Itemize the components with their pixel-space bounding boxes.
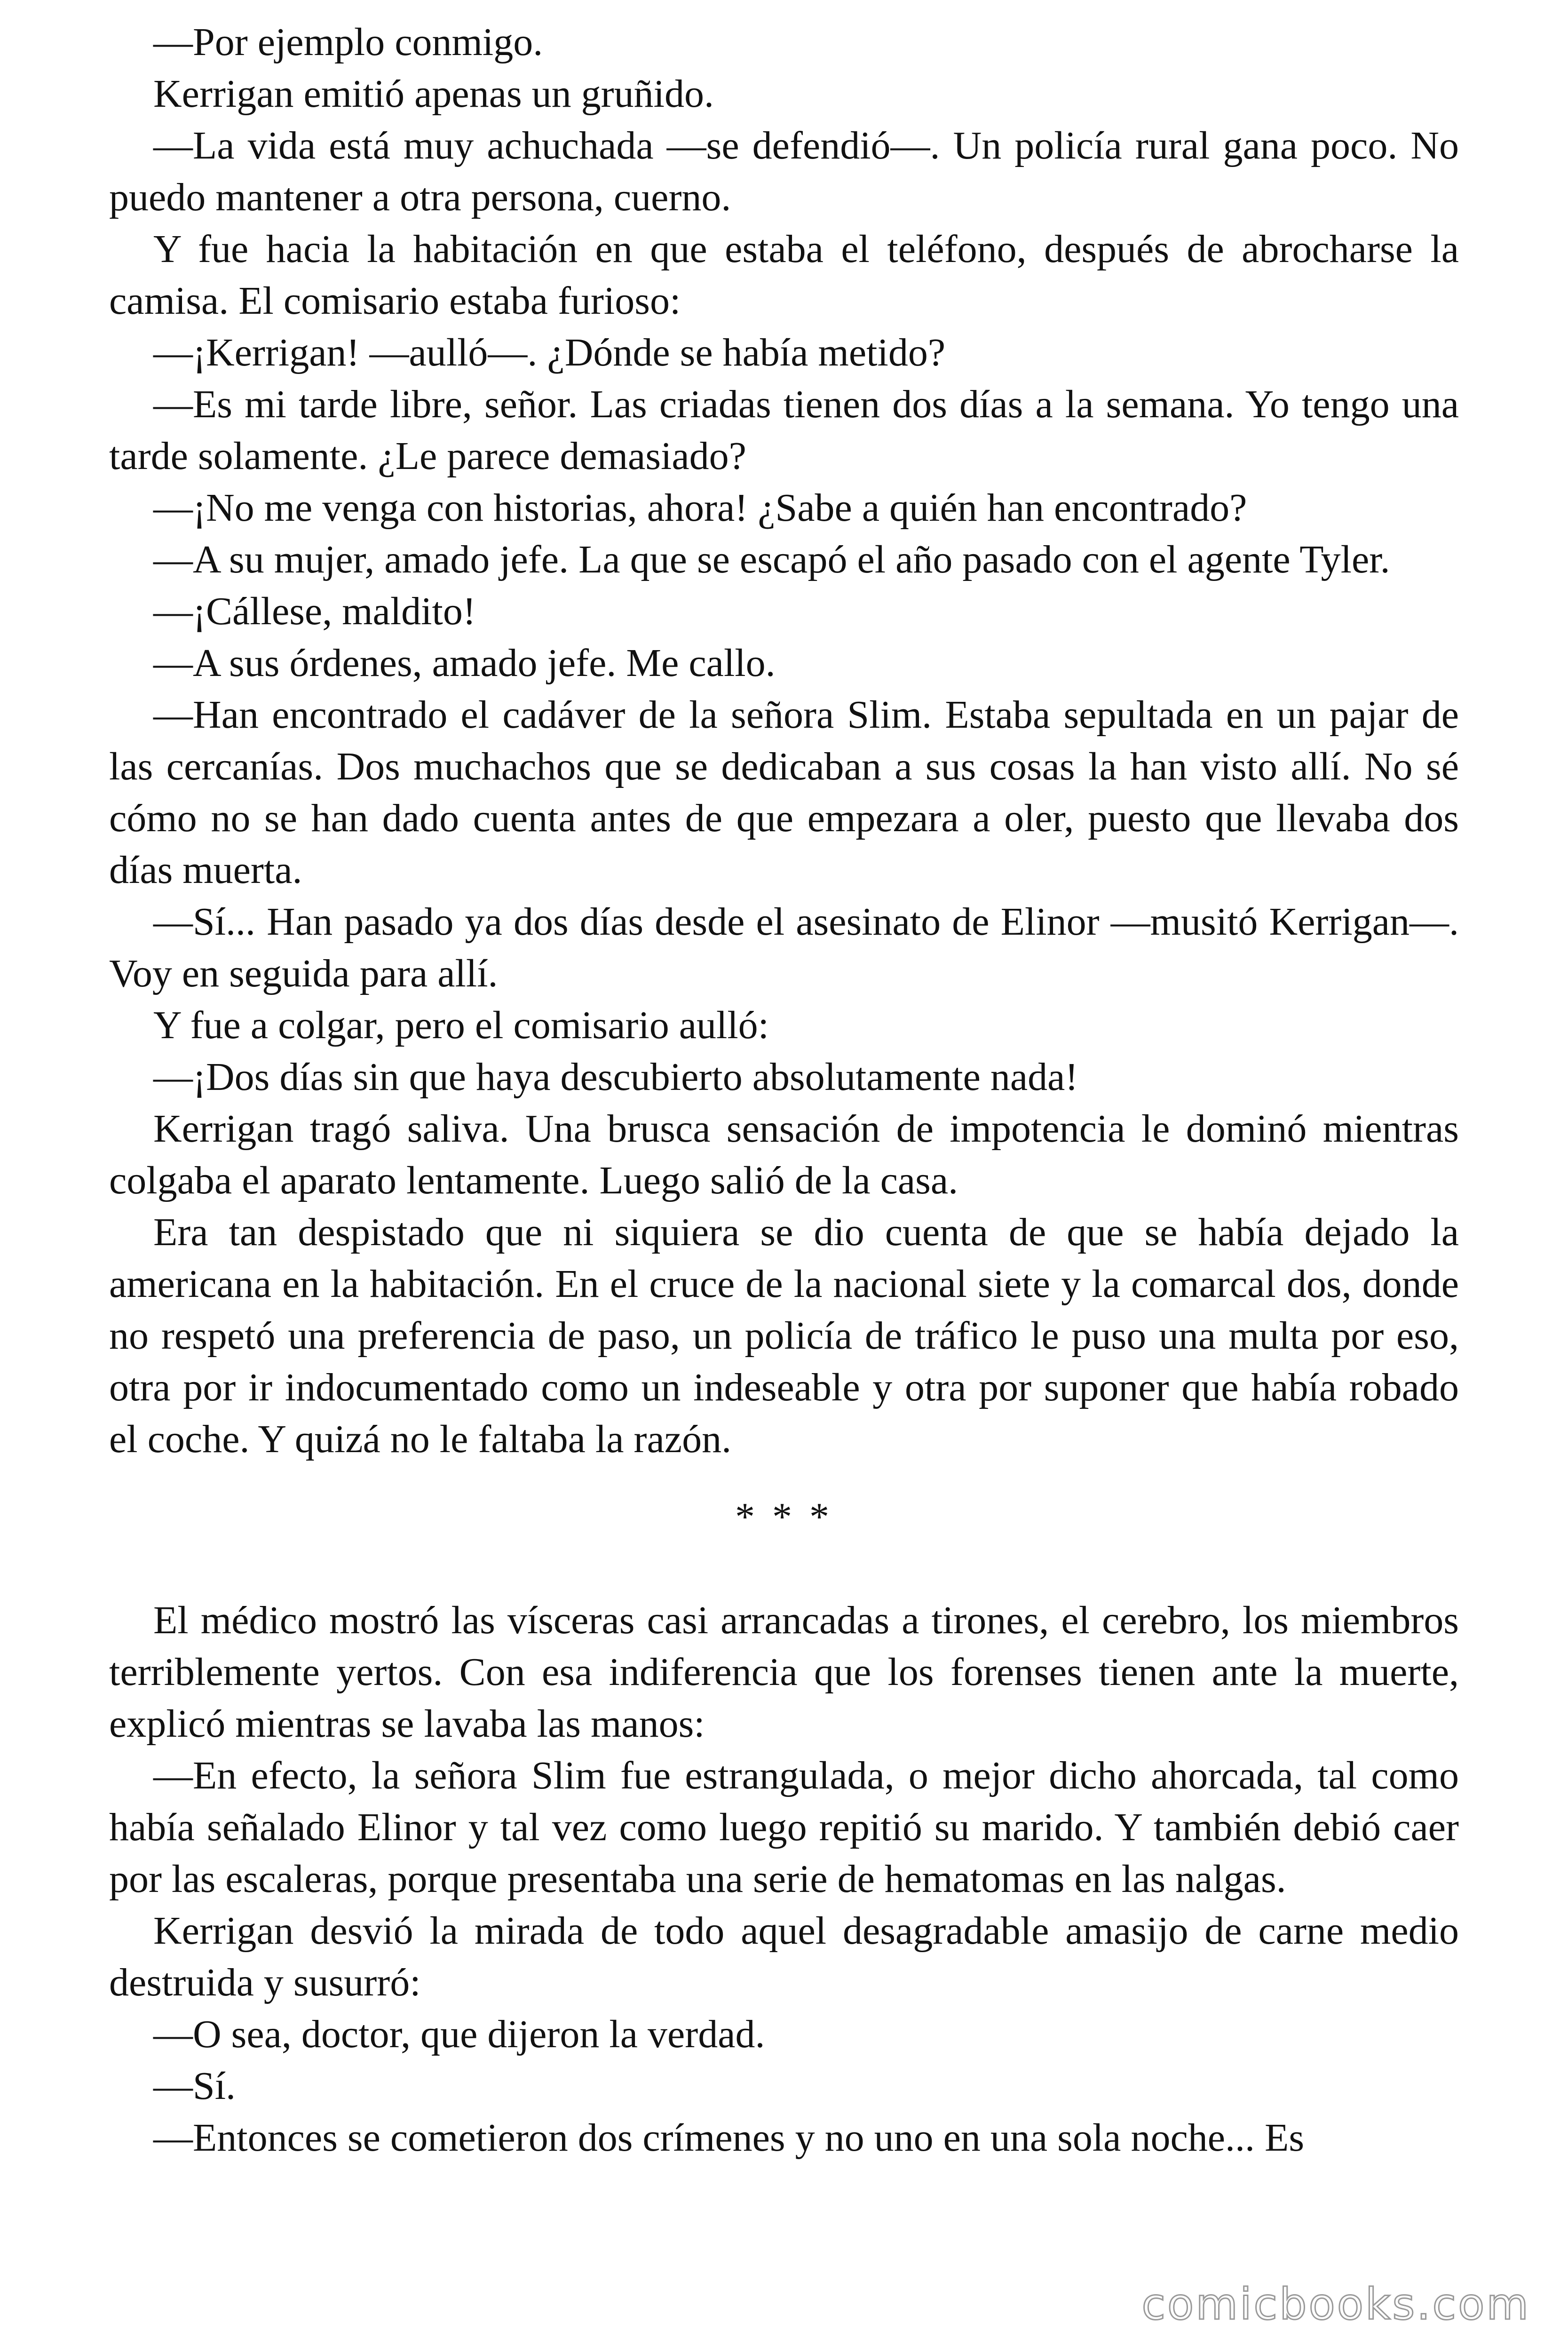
paragraph: —Sí... Han pasado ya dos días desde el asesinato de Elinor —musitó Kerrigan—. Voy en seguida para allí.	[109, 900, 1459, 995]
paragraph: El médico mostró las vísceras casi arrancadas a tirones, el cerebro, los miembros terriblemente yertos. Con esa indiferencia que los forenses tienen ante la muerte, explicó mientras se lavaba las manos:	[109, 1598, 1459, 1746]
paragraph: —¡Kerrigan! —aulló—. ¿Dónde se había metido?	[153, 331, 946, 374]
paragraph: —¡No me venga con historias, ahora! ¿Sabe a quién han encontrado?	[153, 486, 1247, 530]
paragraph: Era tan despistado que ni siquiera se dio cuenta de que se había dejado la americana en la habitación. En el cruce de la nacional siete y la comarcal dos, donde no respetó una preferencia de paso, un policía de tráfico le puso una multa por eso, otra por ir indocumentado como un indeseable y otra por suponer que había robado el coche. Y quizá no le faltaba la razón.	[109, 1210, 1459, 1461]
watermark-text: comicbooks.com	[1141, 2279, 1530, 2329]
paragraph: —O sea, doctor, que dijeron la verdad.	[153, 2012, 765, 2056]
paragraph: —Sí.	[153, 2064, 236, 2108]
paragraph: —La vida está muy achuchada —se defendió—. Un policía rural gana poco. No puedo mantener a otra persona, cuerno.	[109, 124, 1459, 219]
paragraph: Kerrigan emitió apenas un gruñido.	[153, 72, 714, 116]
paragraph: Kerrigan desvió la mirada de todo aquel desagradable amasijo de carne medio destruida y susurró:	[109, 1909, 1459, 2004]
paragraph: —A su mujer, amado jefe. La que se escapó el año pasado con el agente Tyler.	[153, 538, 1390, 581]
paragraph: —Han encontrado el cadáver de la señora Slim. Estaba sepultada en un pajar de las cercanías. Dos muchachos que se dedicaban a sus cosas la han visto allí. No sé cómo no se han dado cuenta antes de que empezara a oler, puesto que llevaba dos días muerta.	[109, 693, 1459, 892]
body-text	[109, 16, 1459, 2164]
paragraph: —A sus órdenes, amado jefe. Me callo.	[153, 641, 776, 685]
paragraph: Y fue hacia la habitación en que estaba el teléfono, después de abrocharse la camisa. El comisario estaba furioso:	[109, 227, 1459, 323]
section-separator: * * *	[735, 1495, 833, 1539]
paragraph: Y fue a colgar, pero el comisario aulló:	[153, 1003, 769, 1047]
paragraph: —En efecto, la señora Slim fue estrangulada, o mejor dicho ahorcada, tal como había señalado Elinor y tal vez como luego repitió su marido. Y también debió caer por las escaleras, porque presentaba una serie de hematomas en las nalgas.	[109, 1754, 1459, 1901]
paragraph: —Entonces se cometieron dos crímenes y no uno en una sola noche... Es	[153, 2116, 1305, 2160]
paragraph: —Por ejemplo conmigo.	[153, 20, 543, 64]
paragraph: —Es mi tarde libre, señor. Las criadas tienen dos días a la semana. Yo tengo una tarde solamente. ¿Le parece demasiado?	[109, 382, 1459, 478]
paragraph: Kerrigan tragó saliva. Una brusca sensación de impotencia le dominó mientras colgaba el aparato lentamente. Luego salió de la casa.	[109, 1107, 1459, 1202]
paragraph: —¡Dos días sin que haya descubierto absolutamente nada!	[153, 1055, 1078, 1099]
paragraph: —¡Cállese, maldito!	[153, 589, 476, 633]
